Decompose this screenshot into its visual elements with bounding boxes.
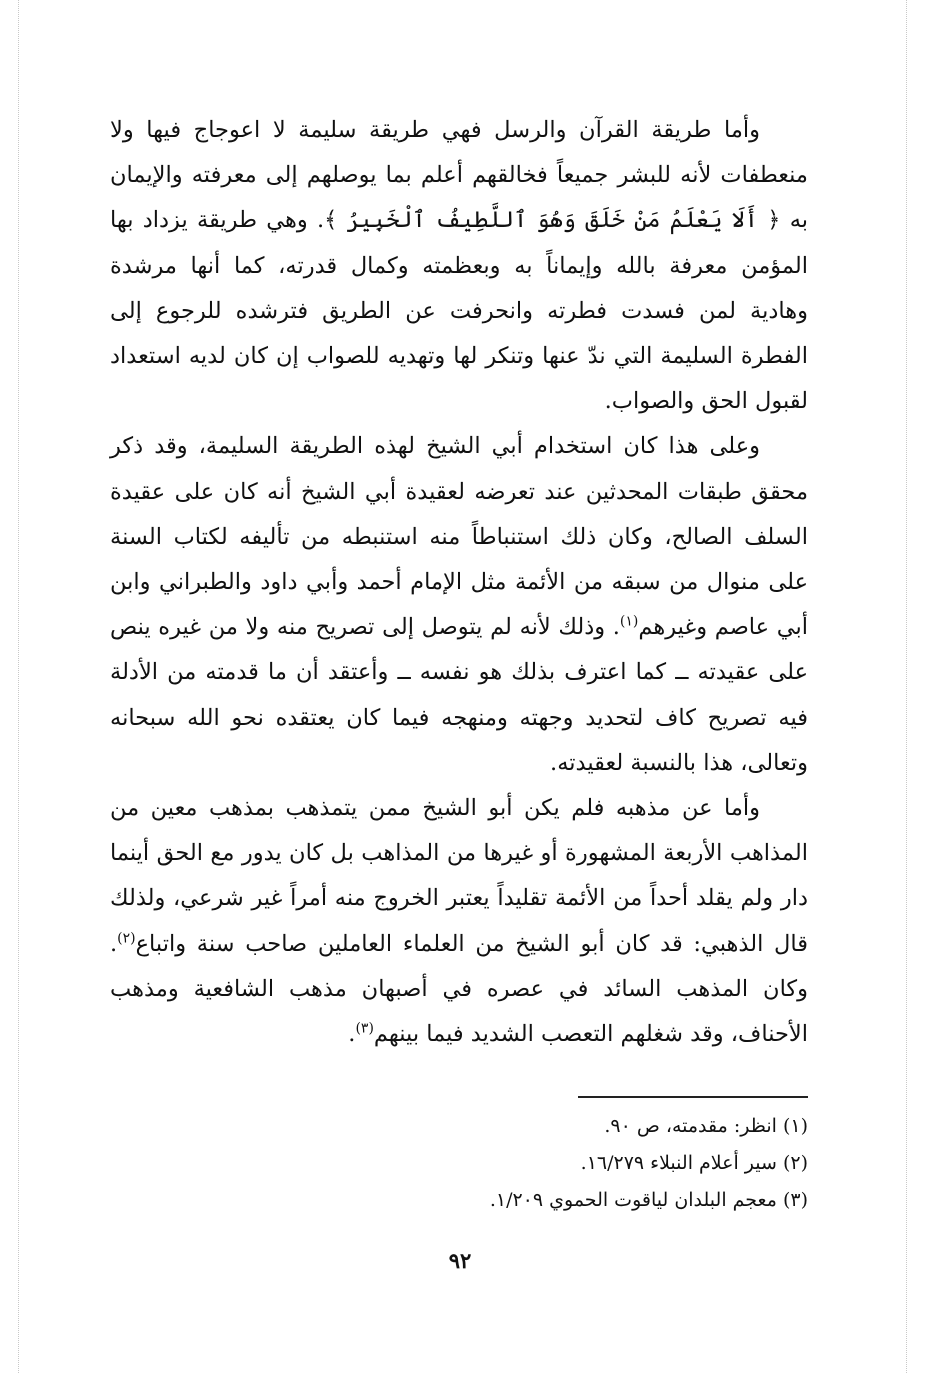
footnote-1: (١) انظر: مقدمته، ص ٩٠.	[604, 1115, 808, 1137]
scan-edge-dots-left	[18, 0, 19, 1373]
footnote-ref-3: (٣)	[355, 1020, 374, 1037]
quran-verse: ﴿ أَلَا يَعْلَمُ مَنْ خَلَقَ وَهُوَ ٱللَّطِيفُ ٱلْخَبِيرُ ﴾	[324, 207, 781, 234]
footnote-separator	[578, 1096, 808, 1098]
paragraph-1-rest: . وهي طريقة يزداد بها المؤمن معرفة بالله وإيماناً به وبعظمته وكمال قدرته، كما أنها مرشدة وهادية لمن فسدت فطرته وانحرفت عن الطريق فترشده للرجوع إلى الفطرة السليمة التي ندّ عنها وتنكر لها وتهديه للصواب إن كان لديه استعداد لقبول الحق والصواب.	[110, 207, 808, 415]
paragraph-3-text-c: .	[348, 1021, 356, 1048]
footnote-ref-1: (١)	[619, 613, 639, 630]
paragraph-3-text-a: وأما عن مذهبه فلم يكن أبو الشيخ ممن يتمذهب بمذهب معين من المذاهب الأربعة المشهورة أو غيرها من المذاهب بل كان يدور مع الحق أينما دار ولم يقلد أحداً من الأئمة تقليداً يعتبر الخروج منه أمراً غير شرعي، ولذلك قال الذهبي: قد كان أبو الشيخ من العلماء العاملين صاحب سنة واتباع	[110, 795, 808, 957]
footnote-2: (٢) سير أعلام النبلاء ١٦/٢٧٩.	[580, 1152, 808, 1174]
page-number: ٩٢	[448, 1248, 472, 1273]
paragraph-1	[110, 108, 808, 424]
footnotes	[300, 1108, 808, 1219]
footnote-3: (٣) معجم البلدان لياقوت الحموي ١/٢٠٩.	[489, 1189, 808, 1211]
footnote-ref-2: (٢)	[117, 930, 136, 947]
paragraph-3-text-b: . وكان المذهب السائد في عصره في أصبهان مذهب الشافعية ومذهب الأحناف، وقد شغلهم التعصب الشديد فيما بينهم	[110, 930, 808, 1048]
paragraph-2	[110, 424, 808, 786]
paragraph-1-text: وأما طريقة القرآن والرسل فهي طريقة سليمة لا اعوجاج فيها ولا منعطفات لأنه للبشر جميعاً فخالقهم أعلم بما يوصلهم إلى معرفته والإيمان به	[110, 117, 809, 234]
scan-edge-dots-right	[906, 0, 907, 1373]
paragraph-2-text-a: وعلى هذا كان استخدام أبي الشيخ لهذه الطريقة السليمة، وقد ذكر محقق طبقات المحدثين عند تعرضه لعقيدة أبي الشيخ أنه كان على عقيدة السلف الصالح، وكان ذلك استنباطاً منه استنبطه من تأليفه لكتاب السنة على منوال من سبقه من الأئمة مثل الإمام أحمد وأبي داود والطبراني وابن أبي عاصم وغيرهم	[110, 433, 809, 641]
paragraph-2-text-b: . وذلك لأنه لم يتوصل إلى تصريح منه ولا من غيره ينص على عقيدته ــ كما اعترف بذلك هو نفسه ــ وأعتقد أن ما قدمته من الأدلة فيه تصريح كاف لتحديد وجهته ومنهجه فيما كان يعتقده نحو الله سبحانه وتعالى، هذا بالنسبة لعقيدته.	[110, 614, 808, 776]
main-text	[110, 108, 808, 1057]
paragraph-3	[110, 786, 808, 1057]
